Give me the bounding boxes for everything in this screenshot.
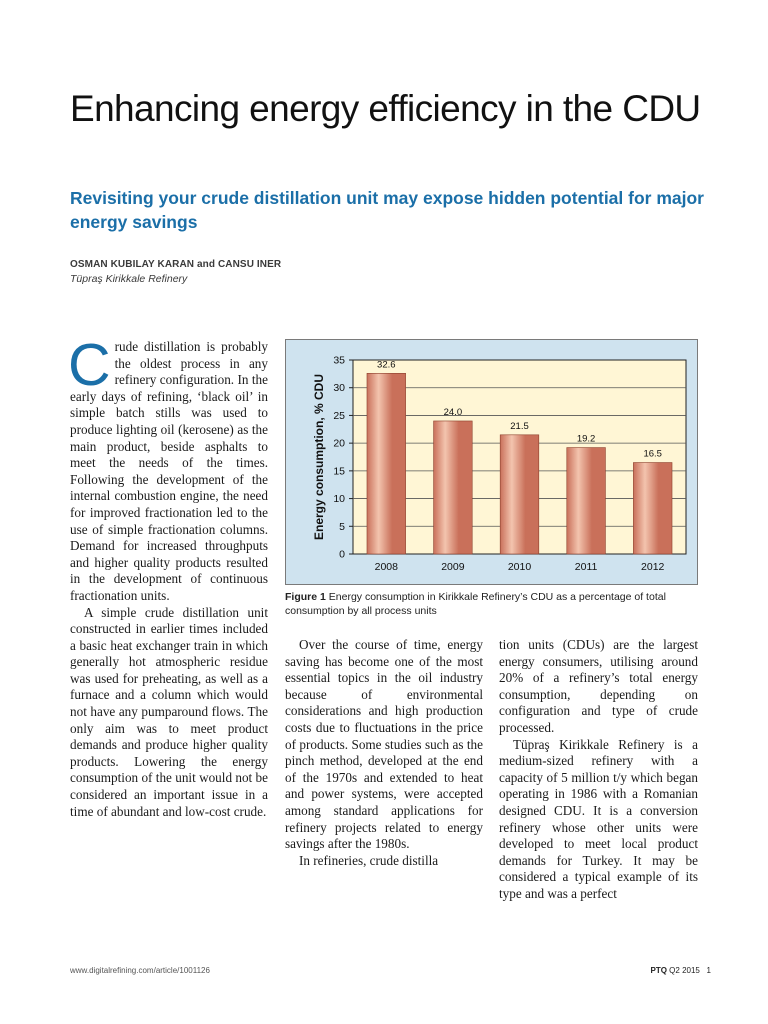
bar	[500, 435, 539, 554]
paragraph-5: Tüpraş Kirikkale Refinery is a medium-sized refinery with a capacity of 5 million t/y which began operating in 1986 with a Romanian designed CDU. It is a conversion refinery whose other units were developed to meet local product demands for Turkey. It may be considered a typical example of its type and was a perfect	[499, 736, 698, 901]
y-tick-label: 15	[333, 465, 345, 478]
body-column-3	[499, 637, 698, 903]
y-axis-label: Energy consumption, % CDU	[312, 373, 326, 541]
magazine-name: PTQ	[650, 966, 667, 975]
body-column-2	[285, 637, 483, 869]
figure-1-chart	[285, 339, 698, 585]
x-tick-label: 2009	[441, 561, 465, 573]
y-tick-label: 10	[333, 493, 345, 506]
bar	[567, 448, 606, 554]
paragraph-4-start: In refineries, crude distilla	[299, 852, 439, 868]
bar	[367, 373, 406, 554]
bar-chart	[286, 340, 697, 584]
bar	[434, 421, 473, 554]
paragraph-3: Over the course of time, energy saving has become one of the most essential topics in the oil industry because of environmental considerations and high production costs due to fluctuations in the price of products. Some studies such as the pinch method, developed at the end of the 1970s and extended to heat and power systems, were accepted among standard applications for refinery projects related to energy savings after the 1980s.	[285, 637, 483, 852]
article-subtitle: Revisiting your crude distillation unit may expose hidden potential for major energy savings	[70, 188, 704, 232]
x-tick-label: 2008	[374, 561, 398, 573]
bar-value-label: 32.6	[377, 359, 396, 371]
page-number: 1	[706, 966, 711, 975]
paragraph-2: A simple crude distillation unit constructed in earlier times included a basic heat exchanger train in which generally hot atmospheric residue was used for preheating, as well as a furnace and a column which would not have any pumparound flows. The only aim was to meet product demands and produce higher quality products. Lowering the energy consumption of the unit would not be considered an important issue in a time of abundant and low-cost crude.	[70, 604, 268, 819]
footer-page-info	[650, 966, 711, 975]
article-title: Enhancing energy efficiency in the CDU	[70, 88, 701, 129]
y-tick-label: 20	[333, 437, 345, 450]
figure-label: Figure 1	[285, 591, 326, 603]
drop-cap: C	[68, 332, 111, 398]
x-tick-label: 2012	[641, 561, 665, 573]
y-tick-label: 5	[339, 520, 345, 533]
x-tick-label: 2011	[574, 561, 598, 573]
y-tick-label: 35	[333, 354, 345, 367]
footer-url: www.digitalrefining.com/article/1001126	[70, 966, 210, 975]
bar-value-label: 24.0	[443, 406, 463, 418]
figure-caption	[285, 590, 698, 618]
bar	[633, 463, 672, 554]
x-tick-label: 2010	[507, 561, 532, 573]
body-column-1	[68, 332, 268, 820]
bar-value-label: 19.2	[576, 433, 596, 445]
figure-caption-text: Energy consumption in Kirikkale Refinery’s CDU as a percentage of total consumption by all process units	[285, 591, 666, 617]
issue-label: Q2 2015	[669, 966, 700, 975]
y-tick-label: 25	[333, 409, 345, 422]
y-tick-label: 0	[339, 548, 345, 561]
bar-value-label: 16.5	[643, 448, 662, 460]
paragraph-1: rude distillation is probably the oldest process in any refinery configuration. In the early days of refining, ‘black oil’ in simple batch stills was used to produce lighting oil (kerosene) as the main product, beside asphalts to meet the needs of the times. Following the development of the internal combustion engine, the need for improved fractionation led to the use of simple fractionation columns. Demand for increased throughputs and higher quality products resulted in the development of continuous fractionation units.	[70, 339, 268, 603]
bar-value-label: 21.5	[510, 420, 529, 432]
paragraph-4-end: tion units (CDUs) are the largest energy consumers, utilising around 20% of a refinery’s total energy consumption, depending on configuration and type of crude processed.	[499, 637, 698, 735]
article-authors: OSMAN KUBILAY KARAN and CANSU INER	[70, 259, 282, 270]
author-affiliation: Tüpraş Kirikkale Refinery	[70, 273, 188, 285]
y-tick-label: 30	[333, 382, 345, 395]
